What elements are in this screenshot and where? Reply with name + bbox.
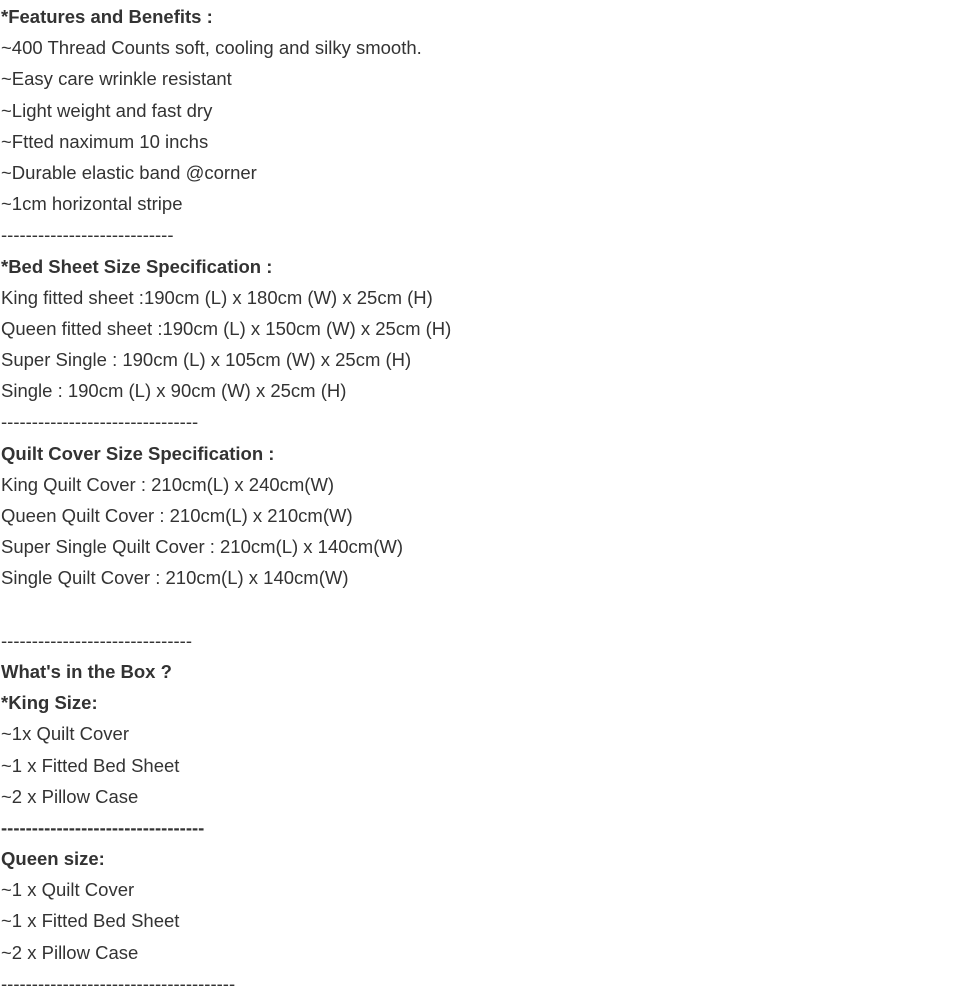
box-item: ~1 x Fitted Bed Sheet [1,754,180,776]
box-heading: What's in the Box ? [1,660,172,682]
box-item: ~1 x Quilt Cover [1,879,135,901]
bed-sheet-spec: Single : 190cm (L) x 90cm (W) x 25cm (H) [1,380,347,402]
divider: ------------------------------- [1,629,192,651]
feature-item: ~Ftted naximum 10 inchs [1,130,209,152]
product-description [1,1,951,999]
feature-item: ~Light weight and fast dry [1,99,213,121]
feature-item: ~400 Thread Counts soft, cooling and silky smooth. [1,37,422,59]
quilt-cover-spec: Single Quilt Cover : 210cm(L) x 140cm(W) [1,567,349,589]
divider: --------------------------------- [1,816,205,838]
blank-line [1,594,951,625]
bed-sheet-spec: King fitted sheet :190cm (L) x 180cm (W) x 25cm (H) [1,286,433,308]
divider: ---------------------------- [1,224,174,246]
quilt-cover-heading: Quilt Cover Size Specification : [1,442,275,464]
bed-sheet-spec: Queen fitted sheet :190cm (L) x 150cm (W) x 25cm (H) [1,317,452,339]
king-size-heading: *King Size: [1,692,98,714]
quilt-cover-spec: King Quilt Cover : 210cm(L) x 240cm(W) [1,473,335,495]
divider: -------------------------------- [1,411,199,433]
bed-sheet-heading: *Bed Sheet Size Specification : [1,255,273,277]
quilt-cover-spec: Super Single Quilt Cover : 210cm(L) x 140cm(W) [1,536,403,558]
queen-size-heading: Queen size: [1,848,105,870]
quilt-cover-spec: Queen Quilt Cover : 210cm(L) x 210cm(W) [1,505,353,526]
feature-item: ~Durable elastic band @corner [1,161,257,183]
box-item: ~2 x Pillow Case [1,785,139,807]
bed-sheet-spec: Super Single : 190cm (L) x 105cm (W) x 25cm (H) [1,349,412,371]
features-heading: *Features and Benefits : [1,6,213,27]
feature-item: ~Easy care wrinkle resistant [1,68,232,90]
box-item: ~1x Quilt Cover [1,723,130,745]
box-item: ~2 x Pillow Case [1,941,139,963]
divider: -------------------------------------- [1,972,236,994]
box-item: ~1 x Fitted Bed Sheet [1,910,180,932]
feature-item: ~1cm horizontal stripe [1,193,183,215]
